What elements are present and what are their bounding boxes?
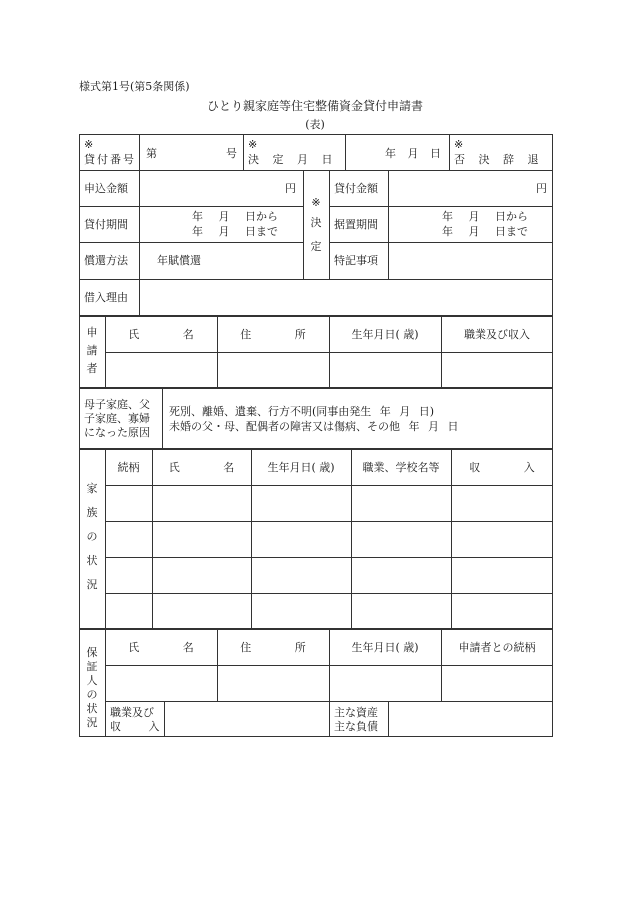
guarantor-debts-label: 主な負債 [334, 720, 378, 733]
family-name-header: 氏 名 [168, 461, 235, 474]
repay-method-value: 年賦償還 [157, 254, 201, 267]
guarantor-char-4: の [86, 688, 98, 701]
applicant-address-header: 住 所 [240, 328, 306, 341]
guarantor-job-income-line-1: 職業及び [110, 706, 154, 719]
guarantor-char-1: 保 [86, 646, 98, 659]
grace-period-to[interactable]: 年 月 日まで [442, 225, 528, 238]
applicant-name-header: 氏 名 [128, 328, 194, 341]
grace-period-from[interactable]: 年 月 日から [442, 210, 528, 223]
loan-period-label: 貸付期間 [84, 218, 128, 231]
apply-amount-label: 申込金額 [84, 182, 128, 195]
mark-decision-col: ※ [311, 196, 321, 209]
form-subtitle: (表) [305, 118, 325, 131]
applicant-char-1: 申 [86, 326, 98, 339]
loan-period-from[interactable]: 年 月 日から [192, 210, 278, 223]
family-char-2: 族 [86, 506, 98, 519]
apply-amount-yen[interactable]: 円 [285, 182, 296, 195]
guarantor-relation-header: 申請者との続柄 [458, 641, 536, 654]
cause-section [79, 388, 553, 449]
mark-result: ※ [454, 138, 464, 151]
guarantor-char-5: 状 [86, 702, 98, 715]
family-relation-header: 続柄 [117, 461, 140, 474]
form-number: 様式第1号(第5条関係) [79, 80, 190, 93]
repay-method-label: 償還方法 [84, 254, 128, 267]
family-job-school-header: 職業、学校名等 [362, 461, 440, 474]
guarantor-char-6: 況 [86, 716, 98, 729]
borrow-reason-label: 借入理由 [84, 291, 128, 304]
grace-period-label: 据置期間 [334, 218, 378, 231]
family-income-header: 収 入 [469, 461, 535, 474]
dai-label: 第 [146, 147, 157, 160]
loan-amount-yen[interactable]: 円 [536, 182, 547, 195]
family-char-1: 家 [86, 482, 98, 495]
guarantor-name-header: 氏 名 [128, 641, 194, 654]
form-title: ひとり親家庭等住宅整備資金貸付申請書 [206, 99, 423, 113]
family-char-3: の [86, 530, 98, 543]
guarantor-char-3: 人 [86, 674, 98, 687]
result-label: 否 決 辞 退 [454, 153, 539, 166]
family-birth-header: 生年月日( 歳) [267, 461, 335, 474]
decision-date-label: 決 定 月 日 [248, 153, 333, 166]
guarantor-birth-header: 生年月日( 歳) [351, 641, 419, 654]
family-char-5: 況 [86, 578, 98, 591]
family-section [79, 449, 553, 629]
guarantor-char-2: 証 [86, 660, 98, 673]
applicant-job-header: 職業及び収入 [464, 328, 530, 341]
guarantor-assets-label: 主な資産 [334, 706, 378, 719]
go-label: 号 [226, 147, 237, 160]
cause-label-line-1: 母子家庭、父 [84, 398, 150, 411]
mark-decision: ※ [248, 138, 258, 151]
applicant-birth-header: 生年月日( 歳) [351, 328, 419, 341]
loan-amount-label: 貸付金額 [334, 182, 378, 195]
guarantor-job-income-line-2: 収 入 [110, 720, 160, 733]
cause-option-2[interactable]: 未婚の父・母、配偶者の障害又は傷病、その他 年 月 日 [169, 420, 459, 433]
guarantor-address-header: 住 所 [240, 641, 306, 654]
family-char-4: 状 [86, 554, 98, 567]
loan-period-to[interactable]: 年 月 日まで [192, 225, 278, 238]
cause-label-line-2: 子家庭、寡婦 [84, 412, 150, 425]
applicant-char-2: 請 [86, 344, 98, 357]
decision-date-field[interactable]: 年 月 日 [385, 147, 441, 160]
special-notes-label: 特記事項 [334, 254, 378, 267]
cause-option-1[interactable]: 死別、離婚、遺棄、行方不明(同事由発生 年 月 日) [169, 405, 435, 418]
decision-col-char-1: 決 [310, 216, 322, 229]
cause-label-line-3: になった原因 [84, 426, 150, 439]
loan-number-label: 貸付番号 [84, 153, 136, 166]
applicant-char-3: 者 [86, 362, 98, 375]
mark-loan-number: ※ [84, 138, 94, 151]
decision-col-char-2: 定 [310, 240, 322, 253]
